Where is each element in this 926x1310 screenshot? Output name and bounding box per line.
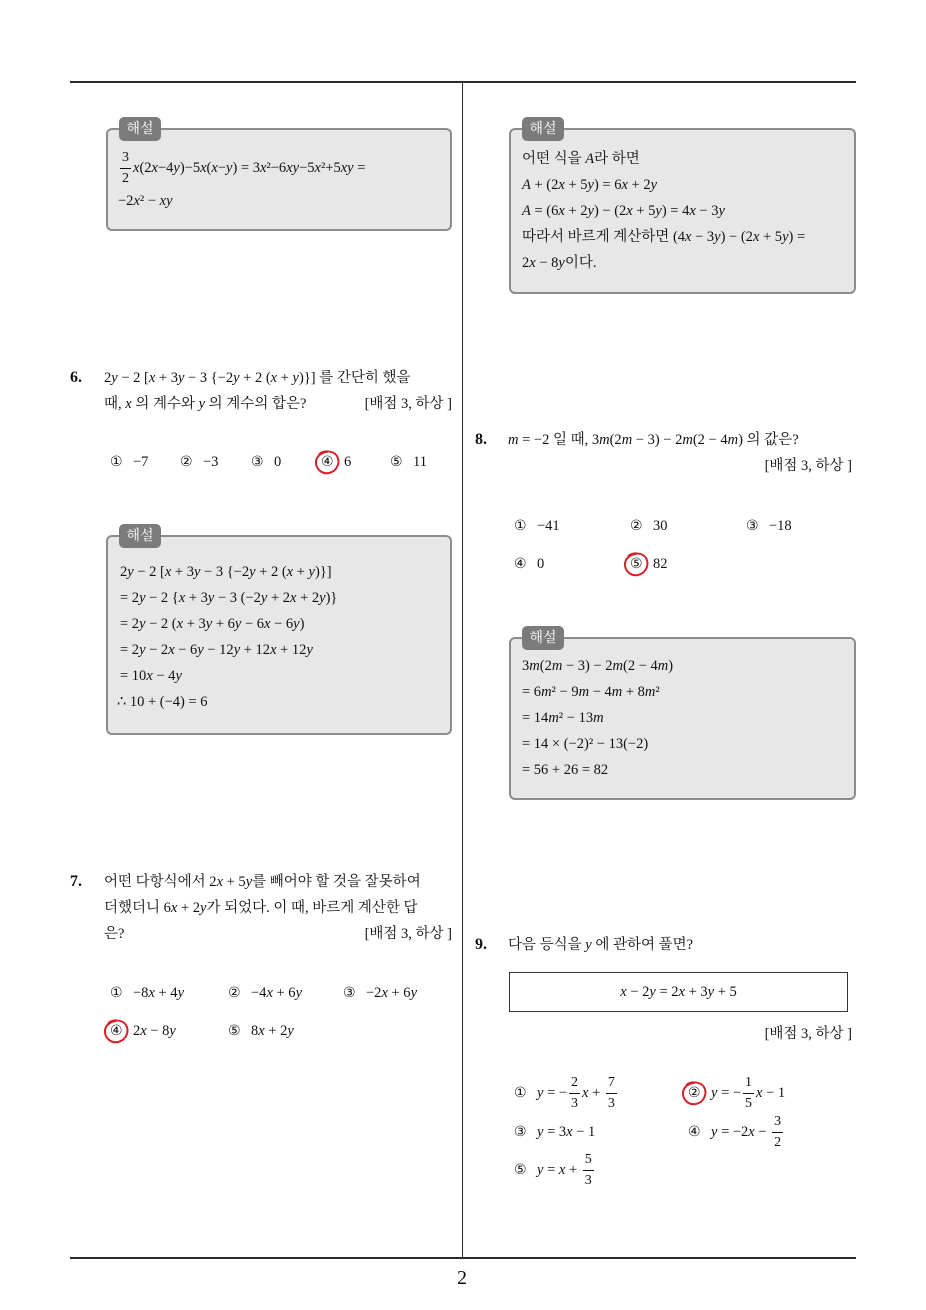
solution-line: 어떤 식을 A라 하면: [522, 151, 640, 167]
red-circle-mark: [622, 550, 650, 578]
solution-line: = 14 × (−2)² − 13(−2): [522, 736, 649, 752]
math-variable: x: [685, 229, 692, 245]
score-tag: [배점 3, 하상 ]: [764, 458, 852, 474]
math-variable: m: [541, 684, 552, 700]
solution-line: = 10x − 4y: [120, 668, 182, 684]
math-variable: x: [266, 984, 273, 1001]
math-variable: y: [587, 203, 594, 219]
answer-choice: [746, 513, 792, 539]
math-variable: y: [585, 937, 592, 953]
math-variable: y: [139, 590, 146, 606]
answer-choice: [110, 1018, 176, 1044]
fraction-denominator: 3: [607, 1095, 615, 1111]
math-variable: y: [111, 370, 118, 386]
answer-choice: [630, 551, 668, 577]
problem-line: m = −2 일 때, 3m(2m − 3) − 2m(2 − 4m) 의 값은?: [508, 432, 799, 448]
choice-number: ⑤: [630, 556, 643, 572]
math-variable: y: [198, 396, 206, 412]
math-variable: y: [711, 1123, 718, 1140]
math-variable: y: [347, 159, 354, 176]
math-variable: y: [319, 590, 326, 606]
fraction-denominator: 5: [745, 1095, 753, 1111]
math-variable: y: [177, 984, 184, 1001]
math-variable: x: [146, 668, 153, 684]
choice-value: −8x + 4y: [133, 984, 184, 1001]
math-variable: y: [295, 984, 302, 1001]
choice-value: 0: [537, 555, 545, 572]
math-variable: x: [314, 159, 321, 176]
math-variable: m: [578, 684, 590, 700]
math-variable: x: [340, 159, 348, 176]
math-variable: x: [133, 193, 140, 209]
choice-value: −3: [203, 453, 219, 470]
math-variable: x: [164, 564, 172, 580]
problem-number: 8.: [475, 431, 487, 448]
choice-value: 8x + 2y: [251, 1022, 294, 1039]
math-variable: y: [127, 564, 134, 580]
solution-label: 해설: [119, 524, 161, 548]
solution-line: = 2y − 2x − 6y − 12y + 12x + 12y: [120, 642, 313, 658]
solution-box: [106, 121, 452, 231]
solution-line: −2x² − xy: [118, 193, 173, 209]
math-variable: m: [599, 432, 610, 448]
math-variable: x: [752, 229, 760, 245]
math-variable: y: [782, 229, 789, 245]
math-variable: y: [193, 564, 201, 580]
math-variable: y: [169, 1022, 176, 1039]
math-variable: y: [139, 642, 146, 658]
fraction-numerator: 3: [120, 148, 131, 169]
math-variable: x: [148, 984, 155, 1001]
math-variable: m: [529, 658, 540, 674]
math-variable: x: [270, 370, 278, 386]
problem-line: 다음 등식을 y 에 관하여 풀면?: [508, 937, 694, 953]
math-variable: x: [582, 1084, 589, 1101]
solution-box: [106, 528, 452, 735]
math-variable: x: [748, 1123, 755, 1140]
choice-number: ④: [688, 1124, 701, 1140]
math-variable: x: [125, 396, 132, 412]
math-variable: y: [245, 874, 253, 890]
math-variable: x: [286, 564, 294, 580]
math-variable: x: [133, 159, 140, 176]
choice-number: ④: [321, 454, 334, 470]
column-divider: [462, 82, 463, 1258]
math-variable: y: [260, 590, 268, 606]
choice-value: −41: [537, 517, 560, 534]
math-variable: y: [707, 984, 715, 1000]
problem-line: 은?: [104, 926, 125, 942]
math-variable: y: [718, 203, 725, 219]
choice-value: −4x + 6y: [251, 984, 302, 1001]
equation-box: x − 2y = 2x + 3y + 5: [509, 972, 848, 1012]
answer-choice: [110, 449, 148, 475]
answer-choice: [688, 1112, 785, 1152]
math-variable: y: [233, 642, 241, 658]
math-variable: x: [200, 159, 207, 176]
math-variable: m: [644, 684, 656, 700]
solution-line: = 56 + 26 = 82: [522, 762, 609, 778]
math-variable: y: [139, 616, 146, 632]
fraction-numerator: 2: [569, 1073, 580, 1094]
math-variable: y: [233, 370, 240, 386]
problem-statement: [508, 932, 693, 958]
math-variable: x: [211, 159, 218, 176]
fraction: [583, 1150, 594, 1191]
choice-number: ②: [630, 518, 643, 534]
math-variable: m: [621, 432, 633, 448]
math-variable: y: [197, 642, 204, 658]
math-variable: x: [178, 590, 186, 606]
math-variable: y: [649, 984, 656, 1000]
math-variable: y: [558, 255, 565, 271]
math-variable: x: [558, 177, 565, 193]
math-variable: y: [234, 616, 242, 632]
choice-number: ④: [514, 556, 527, 572]
math-variable: m: [508, 432, 519, 448]
math-variable: m: [682, 432, 693, 448]
choice-value: 0: [274, 453, 282, 470]
math-variable: x: [558, 1161, 566, 1178]
problem-line: 2y − 2 [x + 3y − 3 {−2y + 2 (x + y)}] 를 간단히 했을: [104, 370, 411, 386]
math-variable: y: [293, 616, 300, 632]
choice-number: ②: [228, 985, 241, 1001]
solution-line: = 14m² − 13m: [522, 710, 604, 726]
math-variable: m: [657, 658, 669, 674]
solution-line: = 2y − 2 (x + 3y + 6y − 6x − 6y): [120, 616, 305, 632]
choice-number: ③: [343, 985, 356, 1001]
answer-choice: [390, 449, 427, 475]
score-tag: [배점 3, 하상 ]: [364, 926, 452, 942]
math-variable: y: [226, 159, 233, 176]
math-variable: y: [292, 370, 299, 386]
solution-line: ∴ 10 + (−4) = 6: [117, 694, 208, 710]
math-variable: m: [612, 658, 623, 674]
solution-box: [509, 630, 856, 800]
choice-number: ②: [180, 454, 193, 470]
solution-body: [118, 148, 365, 214]
fraction-denominator: 2: [774, 1134, 782, 1150]
math-variable: y: [306, 642, 313, 658]
red-circle-mark: [102, 1017, 130, 1045]
fraction-numerator: 7: [606, 1073, 617, 1094]
math-variable: y: [537, 1123, 544, 1140]
choice-value: 11: [413, 453, 427, 470]
math-variable: x: [151, 159, 158, 176]
solution-line-text: $\frac{3}{2}$ x(2x−4y)−5x(x−y) = 3x²−6xy−5x²+5xy =: [118, 148, 365, 189]
math-variable: x: [216, 874, 223, 890]
solution-line: 3m(2m − 3) − 2m(2 − 4m): [522, 658, 674, 674]
fraction: [606, 1073, 617, 1114]
problem-number: 7.: [70, 873, 82, 890]
math-variable: y: [410, 984, 417, 1001]
solution-line: 2y − 2 [x + 3y − 3 {−2y + 2 (x + y)}]: [120, 564, 332, 580]
score-tag: [배점 3, 하상 ]: [364, 396, 452, 412]
math-variable: x: [140, 1022, 147, 1039]
solution-body: [522, 653, 673, 783]
math-variable: m: [593, 710, 604, 726]
math-variable: y: [537, 1161, 544, 1178]
math-variable: x: [176, 616, 184, 632]
problem-number: 6.: [70, 369, 82, 386]
choice-number: ④: [110, 1023, 123, 1039]
choice-number: ③: [251, 454, 264, 470]
fraction-numerator: 1: [743, 1073, 754, 1094]
fraction-denominator: 3: [584, 1172, 592, 1188]
choice-value: 2x − 8y: [133, 1022, 176, 1039]
choice-number: ③: [746, 518, 759, 534]
math-variable: y: [714, 229, 721, 245]
red-circle-mark: [680, 1079, 708, 1107]
math-variable: x: [148, 370, 156, 386]
choice-number: ①: [110, 454, 123, 470]
math-variable: x: [259, 159, 267, 176]
solution-line: = 6m² − 9m − 4m + 8m²: [522, 684, 660, 700]
top-rule: [70, 81, 856, 83]
math-variable: y: [173, 159, 180, 176]
choice-number: ①: [110, 985, 123, 1001]
math-variable: y: [587, 177, 594, 193]
math-variable: x: [621, 177, 628, 193]
problem-line: 어떤 다항식에서 2x + 5y를 빼어야 할 것을 잘못하여: [104, 874, 421, 890]
solution-body: [117, 559, 338, 715]
math-variable: x: [270, 642, 277, 658]
solution-label: 해설: [522, 117, 564, 141]
page-number: 2: [457, 1267, 467, 1289]
choice-number: ②: [688, 1085, 701, 1101]
answer-choice: [514, 513, 560, 539]
math-variable: A: [585, 151, 595, 167]
choice-number: ⑤: [390, 454, 403, 470]
math-variable: m: [611, 684, 623, 700]
red-circle-mark: [313, 448, 341, 476]
problem-line: 때, x 의 계수와 y 의 계수의 합은?: [104, 396, 307, 412]
math-variable: x: [756, 1084, 763, 1101]
choice-number: ③: [514, 1124, 527, 1140]
score-tag: [배점 3, 하상 ]: [764, 1026, 852, 1042]
fraction-denominator: 3: [571, 1095, 579, 1111]
solution-label: 해설: [119, 117, 161, 141]
solution-line: 2x − 8y이다.: [522, 255, 597, 271]
math-variable: y: [308, 564, 315, 580]
math-variable: x: [170, 900, 178, 916]
choice-value: −2x + 6y: [366, 984, 417, 1001]
math-variable: x: [620, 984, 627, 1000]
math-variable: x: [258, 1022, 265, 1039]
solution-line: [118, 148, 365, 188]
fraction-numerator: 3: [772, 1112, 783, 1133]
answer-choice: [514, 1150, 596, 1190]
math-variable: m: [727, 432, 739, 448]
math-variable: x: [566, 1123, 573, 1140]
answer-choice: [321, 449, 351, 475]
solution-line: A + (2x + 5y) = 6x + 2y: [522, 177, 658, 193]
math-variable: m: [551, 658, 563, 674]
choice-number: ⑤: [228, 1023, 241, 1039]
math-variable: y: [205, 616, 213, 632]
solution-box: [509, 121, 856, 294]
math-variable: y: [537, 1084, 544, 1101]
math-variable: y: [200, 900, 207, 916]
choice-number: ①: [514, 518, 527, 534]
math-variable: y: [650, 177, 658, 193]
choice-number: ⑤: [514, 1162, 527, 1178]
math-variable: x: [290, 590, 297, 606]
choice-value: y = − $\frac{1}{5}$ x − 1: [711, 1073, 785, 1114]
solution-line: = 2y − 2 {x + 3y − 3 (−2y + 2x + 2y)}: [120, 590, 338, 606]
choice-value: −7: [133, 453, 149, 470]
fraction: [772, 1112, 783, 1153]
solution-line: 따라서 바르게 계산하면 (4x − 3y) − (2x + 5y) =: [522, 229, 806, 245]
answer-choice: [630, 513, 668, 539]
math-variable: x: [626, 203, 633, 219]
fraction: [120, 148, 131, 189]
answer-choice: [110, 980, 184, 1006]
math-variable: y: [207, 590, 215, 606]
answer-choice: [251, 449, 281, 475]
math-variable: y: [655, 203, 662, 219]
math-variable: x: [168, 642, 175, 658]
answer-choice: [228, 1018, 294, 1044]
math-variable: y: [177, 370, 185, 386]
math-variable: x: [689, 203, 696, 219]
math-variable: y: [292, 159, 300, 176]
solution-line: A = (6x + 2y) − (2x + 5y) = 4x − 3y: [522, 203, 725, 219]
math-variable: y: [287, 1022, 294, 1039]
solution-label: 해설: [522, 626, 564, 650]
choice-number: ①: [514, 1085, 527, 1101]
solution-body: [522, 146, 805, 276]
answer-choice: [514, 1073, 619, 1113]
problem-number: 9.: [475, 936, 487, 953]
math-variable: x: [286, 159, 293, 176]
math-variable: x: [558, 203, 565, 219]
choice-value: y = − $\frac{2}{3}$ x + $\frac{7}{3}$: [537, 1073, 619, 1114]
answer-choice: [688, 1073, 785, 1113]
bottom-rule: [70, 1257, 856, 1259]
fraction-numerator: 5: [583, 1150, 594, 1171]
math-variable: A: [522, 203, 531, 219]
problem-statement: [508, 427, 799, 453]
math-variable: y: [711, 1084, 718, 1101]
answer-choice: [343, 980, 417, 1006]
choice-value: −18: [769, 517, 792, 534]
choice-value: y = 3x − 1: [537, 1123, 596, 1140]
problem-line: 더했더니 6x + 2y가 되었다. 이 때, 바르게 계산한 답: [104, 900, 418, 916]
choice-value: y = x + $\frac{5}{3}$: [537, 1150, 596, 1191]
answer-choice: [514, 1112, 595, 1152]
fraction: [743, 1073, 754, 1114]
math-variable: x: [678, 984, 685, 1000]
answer-choice: [228, 980, 302, 1006]
answer-choice: [514, 551, 544, 577]
fraction: [569, 1073, 580, 1114]
math-variable: x: [381, 984, 388, 1001]
answer-choice: [180, 449, 218, 475]
choice-value: 6: [344, 453, 352, 470]
choice-value: y = −2x − $\frac{3}{2}$: [711, 1112, 785, 1153]
fraction-denominator: 2: [122, 170, 129, 186]
math-variable: A: [522, 177, 531, 193]
math-variable: x: [159, 193, 167, 209]
math-variable: x: [529, 255, 536, 271]
choice-value: 30: [653, 517, 668, 534]
math-variable: x: [264, 616, 271, 632]
math-variable: y: [166, 193, 173, 209]
math-variable: y: [175, 668, 182, 684]
math-variable: m: [548, 710, 559, 726]
math-variable: y: [249, 564, 256, 580]
choice-value: 82: [653, 555, 668, 572]
